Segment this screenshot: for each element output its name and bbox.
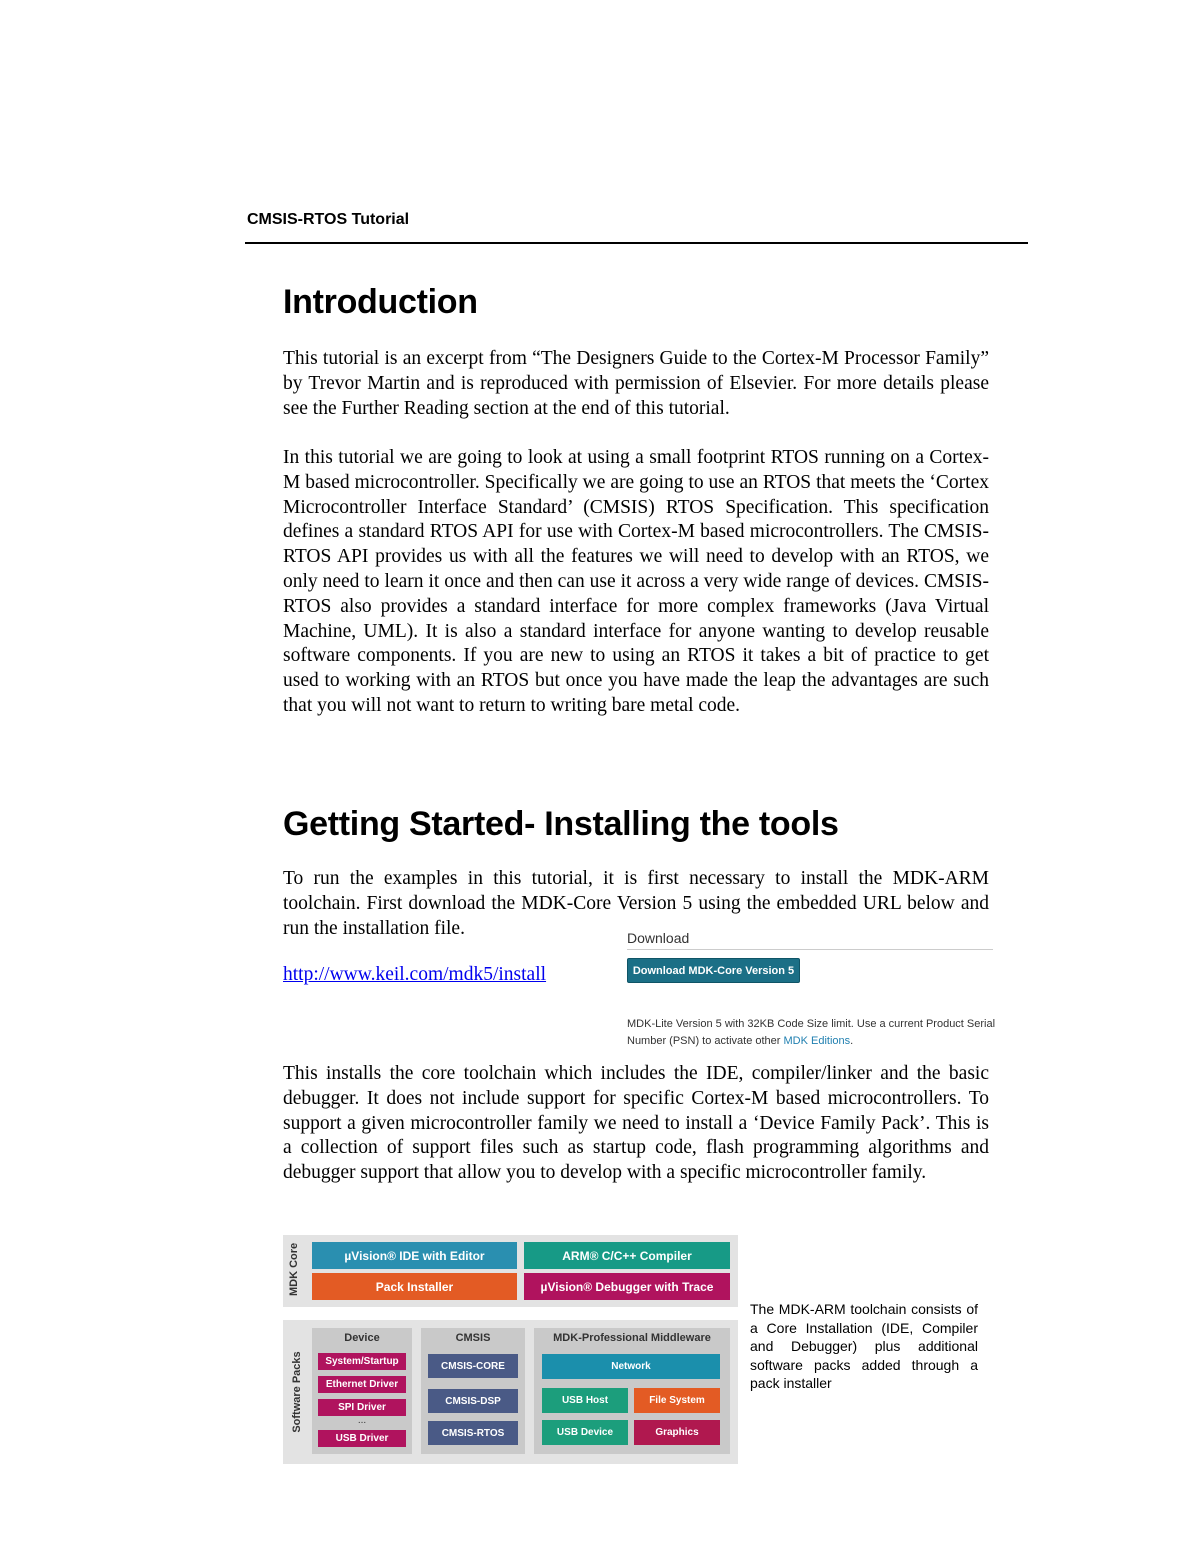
mdk-editions-link[interactable]: MDK Editions [783, 1035, 851, 1047]
getting-started-paragraph-1: To run the examples in this tutorial, it is first necessary to install the MDK-ARM toolchain. First download the MDK-Core Version 5 using the embedded URL below and run the installation file. [283, 868, 989, 939]
uvision-ide-block: µVision® IDE with Editor [312, 1242, 517, 1269]
device-item: System/Startup [318, 1353, 406, 1370]
arm-compiler-block: ARM® C/C++ Compiler [524, 1242, 730, 1269]
uvision-debugger-block: µVision® Debugger with Trace [524, 1273, 730, 1300]
device-title: Device [344, 1332, 380, 1344]
intro-paragraph-2: In this tutorial we are going to look at using a small footprint RTOS running on a Cortex-M based microcontroller. Specifically we are going to use an RTOS that meets the ‘Cortex Microcontroller Interface Standard’ (CMSIS) RTOS Specification. This specification defines a standard RTOS API for use with Cortex-M based microcontrollers. The CMSIS-RTOS API provides us with all the features we will need to develop with an RTOS, we only need to learn it once and then can use it across a very wide range of devices. CMSIS-RTOS also provides a standard interface for more complex frameworks (Java Virtual Machine, UML). It is also a standard interface for anyone wanting to develop reusable software components. If you are new to using an RTOS it takes a bit of practice to get used to working with an RTOS but once you have made the leap the advantages are such that you will not want to return to writing bare metal code. [283, 447, 989, 716]
usb-host-block: USB Host [542, 1388, 628, 1413]
mdk-core-label: MDK Core [288, 1242, 300, 1296]
device-ellipsis: ... [357, 1415, 367, 1426]
getting-started-heading: Getting Started- Installing the tools [283, 805, 839, 843]
introduction-heading: Introduction [283, 283, 478, 321]
download-note-end: . [850, 1035, 854, 1047]
device-item: SPI Driver [318, 1399, 406, 1416]
download-note [627, 1016, 997, 1050]
download-mdk-core-button[interactable]: Download MDK-Core Version 5 [627, 958, 800, 983]
network-block: Network [542, 1354, 720, 1379]
cmsis-dsp-block: CMSIS-DSP [428, 1389, 518, 1413]
pack-installer-block: Pack Installer [312, 1273, 517, 1300]
header-rule [245, 242, 1028, 244]
diagram-caption: The MDK-ARM toolchain consists of a Core Installation (IDE, Compiler and Debugger) plus additional software packs added through a pack installer [750, 1301, 978, 1391]
download-heading: Download [627, 930, 690, 946]
download-divider [627, 949, 993, 950]
device-item: USB Driver [318, 1430, 406, 1447]
device-item: Ethernet Driver [318, 1376, 406, 1393]
cmsis-rtos-block: CMSIS-RTOS [428, 1421, 518, 1445]
middleware-title: MDK-Professional Middleware [553, 1332, 711, 1344]
intro-paragraph-1: This tutorial is an excerpt from “The Designers Guide to the Cortex-M Processor Family” by Trevor Martin and is reproduced with permission of Elsevier. For more details please see the Further Reading section at the end of this tutorial. [283, 348, 989, 419]
install-url-link[interactable]: http://www.keil.com/mdk5/install [283, 964, 547, 985]
running-header: CMSIS-RTOS Tutorial [247, 211, 410, 228]
getting-started-paragraph-2: This installs the core toolchain which includes the IDE, compiler/linker and the basic debugger. It does not include support for specific Cortex-M based microcontrollers. To support a given microcontroller family we need to install a ‘Device Family Pack’. This is a collection of support files such as startup code, flash programming algorithms and debugger support that allow you to develop with a specific microcontroller family. [283, 1063, 989, 1184]
graphics-block: Graphics [634, 1420, 720, 1445]
cmsis-title: CMSIS [455, 1332, 491, 1344]
software-packs-label: Software Packs [291, 1351, 303, 1433]
file-system-block: File System [634, 1388, 720, 1413]
usb-device-block: USB Device [542, 1420, 628, 1445]
download-note-text: MDK-Lite Version 5 with 32KB Code Size limit. Use a current Product Serial Number (PSN) to activate other [627, 1018, 996, 1047]
cmsis-core-block: CMSIS-CORE [428, 1354, 518, 1378]
